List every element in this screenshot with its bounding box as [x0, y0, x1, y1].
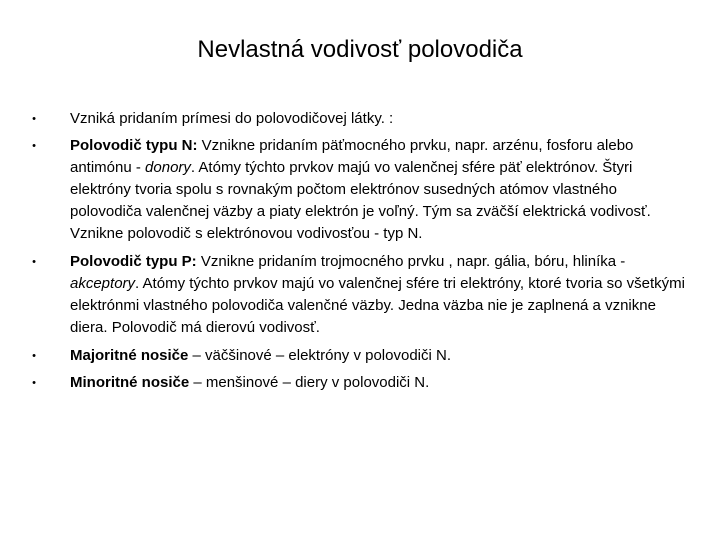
item-text: Vznikne pridaním trojmocného prvku , napr. gália, bóru, hliníka - [196, 253, 626, 270]
bullet-icon: • [32, 256, 36, 268]
list-item [28, 108, 692, 130]
list-item [28, 135, 692, 245]
item-text: – väčšinové – elektróny v polovodiči N. [188, 347, 451, 364]
item-text: . Atómy týchto prvkov majú vo valenčnej sfére tri elektróny, ktoré tvoria so všetkými elektrónmi vlastného polovodiča valenčné väzby. Jedna väzba nie je zaplnená a vznikne diera. Polovodič má dierovú vodivosť. [70, 275, 685, 336]
bullet-icon: • [32, 377, 36, 389]
item-term: Polovodič typu N: [70, 137, 198, 154]
item-emphasis: akceptory [70, 275, 136, 292]
item-text: Vzniká pridaním prímesi do polovodičovej látky. : [70, 110, 394, 127]
item-term: Majoritné nosiče [70, 347, 189, 364]
item-text: – menšinové – diery v polovodiči N. [189, 374, 430, 391]
bullet-icon: • [32, 140, 36, 152]
item-text: . Atómy týchto prvkov majú vo valenčnej sfére päť elektrónov. Štyri elektróny tvoria spolu s rovnakým počtom elektrónov susedných atómov vlastného polovodiča valenčnej väzby a piaty elektrón je voľný. Tým sa zväčší elektrická vodivosť. Vznikne polovodič s elektrónovou vodivosťou - typ N. [70, 159, 651, 242]
bullet-list [28, 108, 692, 399]
bullet-icon: • [32, 113, 36, 125]
bullet-icon: • [32, 350, 36, 362]
slide-title: Nevlastná vodivosť polovodiča [197, 36, 523, 63]
item-term: Minoritné nosiče [70, 374, 190, 391]
item-text: Vznikne pridaním päťmocného prvku, napr. arzénu, fosforu alebo antimónu - [70, 137, 634, 176]
list-item [28, 251, 692, 339]
list-item [28, 345, 692, 367]
item-term: Polovodič typu P: [70, 253, 197, 270]
list-item [28, 372, 692, 394]
item-emphasis: donory [145, 159, 191, 176]
